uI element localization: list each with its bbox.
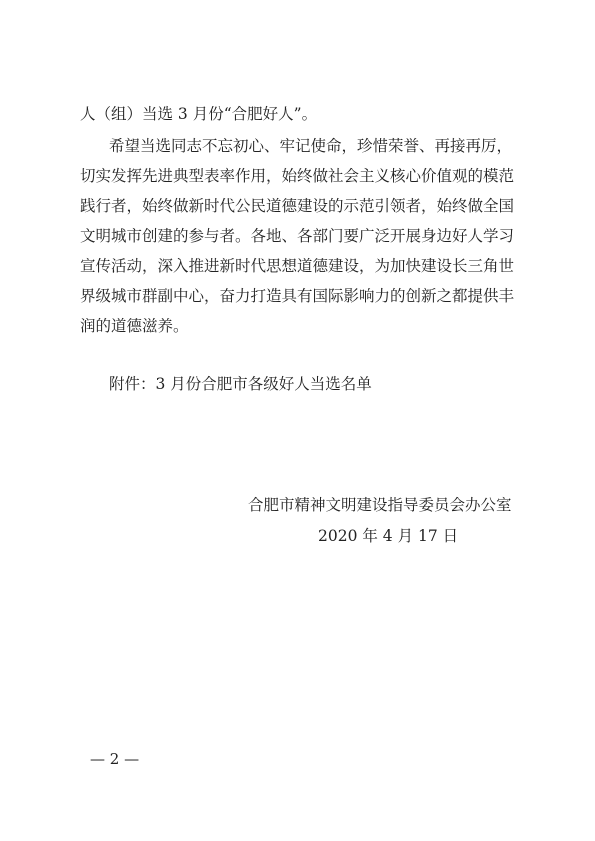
- body-line-7: 界级城市群副中心，奋力打造具有国际影响力的创新之都提供丰: [80, 287, 515, 305]
- page-number: — 2 —: [90, 750, 140, 768]
- body-line-3: 切实发挥先进典型表率作用，始终做社会主义核心价值观的模范: [80, 167, 515, 185]
- body-line-4: 践行者，始终做新时代公民道德建设的示范引领者，始终做全国: [80, 197, 515, 215]
- body-line-1: 人（组）当选 3 月份“合肥好人”。: [80, 105, 318, 123]
- body-line-6: 宣传活动，深入推进新时代思想道德建设，为加快建设长三角世: [80, 257, 515, 275]
- attachment-note: 附件：3 月份合肥市各级好人当选名单: [109, 375, 372, 393]
- body-line-8: 润的道德滋养。: [80, 317, 189, 335]
- signature-date: 2020 年 4 月 17 日: [318, 527, 459, 545]
- body-line-5: 文明城市创建的参与者。各地、各部门要广泛开展身边好人学习: [80, 227, 515, 245]
- signature-organization: 合肥市精神文明建设指导委员会办公室: [248, 496, 512, 514]
- body-line-2: 希望当选同志不忘初心、牢记使命，珍惜荣誉、再接再厉，: [109, 137, 513, 155]
